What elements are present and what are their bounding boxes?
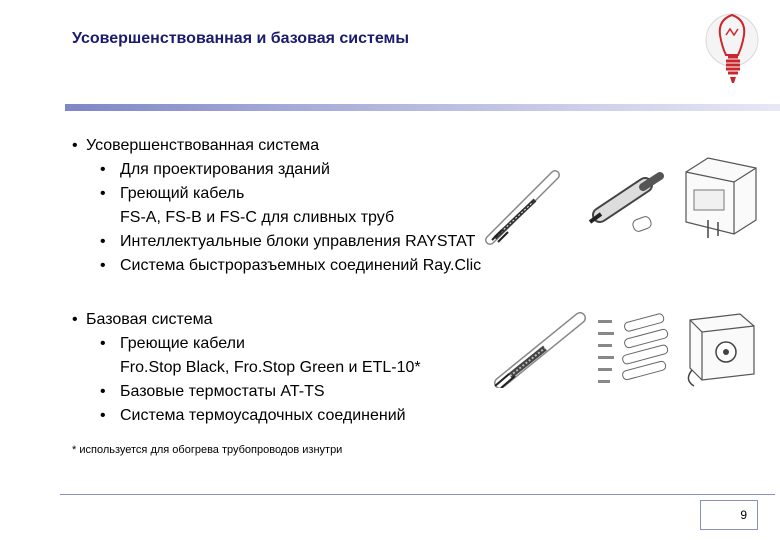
basic-section [72, 308, 421, 428]
footnote: * используется для обогрева трубопроводов изнутри [72, 444, 343, 456]
advanced-section [72, 134, 481, 278]
list-item: • Греющие кабели [72, 332, 421, 356]
lightbulb-icon [690, 5, 775, 100]
thermostat-image [682, 308, 762, 388]
list-item: • Для проектирования зданий [72, 158, 481, 182]
header-divider [65, 104, 780, 111]
list-item: • Система термоусадочных соединений [72, 404, 421, 428]
page-number: 9 [740, 508, 747, 522]
control-box-image [678, 150, 763, 240]
list-item-continuation: Fro.Stop Black, Fro.Stop Green и ETL-10* [120, 359, 421, 376]
heating-cable-image [485, 308, 590, 388]
footer-divider [60, 494, 775, 495]
connector-image [585, 160, 670, 240]
heating-cable-image [480, 160, 575, 245]
heat-shrink-kit-image [592, 310, 677, 390]
basic-heading: • Базовая система [72, 308, 421, 332]
slide-title: Усовершенствованная и базовая системы [72, 30, 410, 47]
list-item-continuation: FS-A, FS-B и FS-C для сливных труб [120, 209, 395, 226]
list-item: • Система быстроразъемных соединений Ray.Clic [72, 254, 481, 278]
list-item: • Базовые термостаты AT-TS [72, 380, 421, 404]
list-item: • Интеллектуальные блоки управления RAYSTAT [72, 230, 481, 254]
advanced-heading: • Усовершенствованная система [72, 134, 481, 158]
page-number-box [700, 500, 758, 530]
list-item: • Греющий кабель [72, 182, 481, 206]
